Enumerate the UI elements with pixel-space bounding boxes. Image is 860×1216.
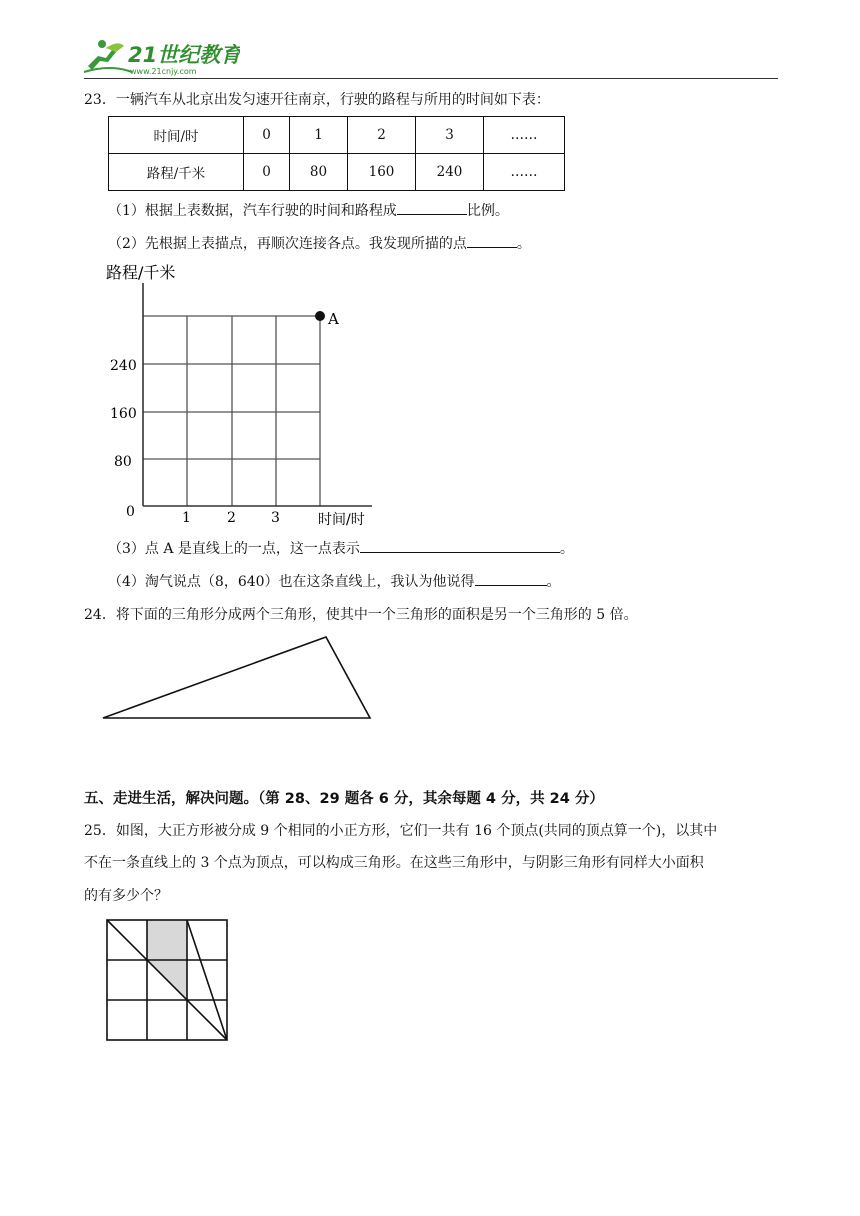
table-cell: 240 bbox=[416, 154, 484, 191]
answer-blank[interactable] bbox=[360, 538, 560, 553]
answer-blank[interactable] bbox=[467, 233, 517, 248]
q23-part1-text: （1）根据上表数据，汽车行驶的时间和路程成 bbox=[108, 203, 397, 219]
y-tick-label: 240 bbox=[110, 358, 137, 374]
x-tick-label: 3 bbox=[271, 510, 280, 526]
q25-line3: 的有多少个？ bbox=[84, 888, 168, 904]
q25-line1: 25．如图，大正方形被分成 9 个相同的小正方形，它们一共有 16 个顶点(共同的顶点算一个)，以其中 bbox=[84, 823, 718, 839]
table-cell: 3 bbox=[416, 117, 484, 154]
q24-stem: 24．将下面的三角形分成两个三角形，使其中一个三角形的面积是另一个三角形的 5 倍。 bbox=[84, 607, 638, 623]
logo-url: www.21cnjy.com bbox=[130, 67, 197, 76]
answer-blank[interactable] bbox=[475, 571, 547, 586]
diagonal-line bbox=[187, 920, 227, 1040]
table-cell: 80 bbox=[290, 154, 348, 191]
q23-table bbox=[108, 116, 565, 191]
q23-part4-tail: 。 bbox=[546, 574, 561, 590]
table-cell: 路程/千米 bbox=[109, 154, 244, 191]
y-axis-label: 路程/千米 bbox=[106, 263, 176, 282]
q23-part1-tail: 比例。 bbox=[466, 203, 509, 219]
header-divider bbox=[84, 78, 778, 79]
table-cell: 160 bbox=[348, 154, 416, 191]
q23-part3 bbox=[108, 538, 574, 559]
table-cell: …… bbox=[484, 117, 565, 154]
table-row bbox=[109, 117, 565, 154]
logo bbox=[80, 36, 240, 78]
table-cell: 时间/时 bbox=[109, 117, 244, 154]
q23-part2 bbox=[108, 233, 531, 254]
point-a bbox=[315, 311, 325, 321]
table-cell: 2 bbox=[348, 117, 416, 154]
q23-part4 bbox=[108, 571, 561, 592]
point-a-label: A bbox=[328, 310, 339, 328]
q23-part3-text: （3）点 A 是直线上的一点，这一点表示 bbox=[108, 541, 360, 557]
runner-logo-icon bbox=[84, 40, 132, 72]
x-axis-label: 时间/时 bbox=[318, 512, 365, 528]
q25-grid-figure bbox=[104, 917, 230, 1043]
x-tick-label: 2 bbox=[227, 510, 236, 526]
y-tick-label: 160 bbox=[110, 406, 137, 422]
q23-part4-text: （4）淘气说点（8，640）也在这条直线上，我认为他说得 bbox=[108, 574, 475, 590]
x-tick-label: 1 bbox=[182, 510, 191, 526]
q25-line2: 不在一条直线上的 3 个点为顶点，可以构成三角形。在这些三角形中，与阴影三角形有同样大小面积 bbox=[84, 855, 704, 871]
graph-grid bbox=[143, 316, 320, 506]
table-row bbox=[109, 154, 565, 191]
q23-part2-tail: 。 bbox=[516, 236, 531, 252]
table-cell: 0 bbox=[244, 154, 290, 191]
section-heading: 五、走进生活，解决问题。（第 28、29 题各 6 分，其余每题 4 分，共 24 分） bbox=[84, 791, 604, 807]
table-cell: 0 bbox=[244, 117, 290, 154]
q23-stem: 23．一辆汽车从北京出发匀速开往南京，行驶的路程与所用的时间如下表： bbox=[84, 92, 550, 108]
q23-part1 bbox=[108, 200, 509, 221]
answer-blank[interactable] bbox=[397, 200, 467, 215]
shaded-region bbox=[147, 920, 187, 960]
q23-graph bbox=[100, 258, 400, 530]
table-cell: …… bbox=[484, 154, 565, 191]
q23-part3-tail: 。 bbox=[559, 541, 574, 557]
q23-part2-text: （2）先根据上表描点，再顺次连接各点。我发现所描的点 bbox=[108, 236, 467, 252]
y-tick-label: 80 bbox=[114, 454, 132, 470]
q24-triangle bbox=[98, 632, 378, 724]
logo-text: 21世纪教育 bbox=[128, 43, 240, 67]
origin-label: 0 bbox=[126, 504, 135, 520]
table-cell: 1 bbox=[290, 117, 348, 154]
